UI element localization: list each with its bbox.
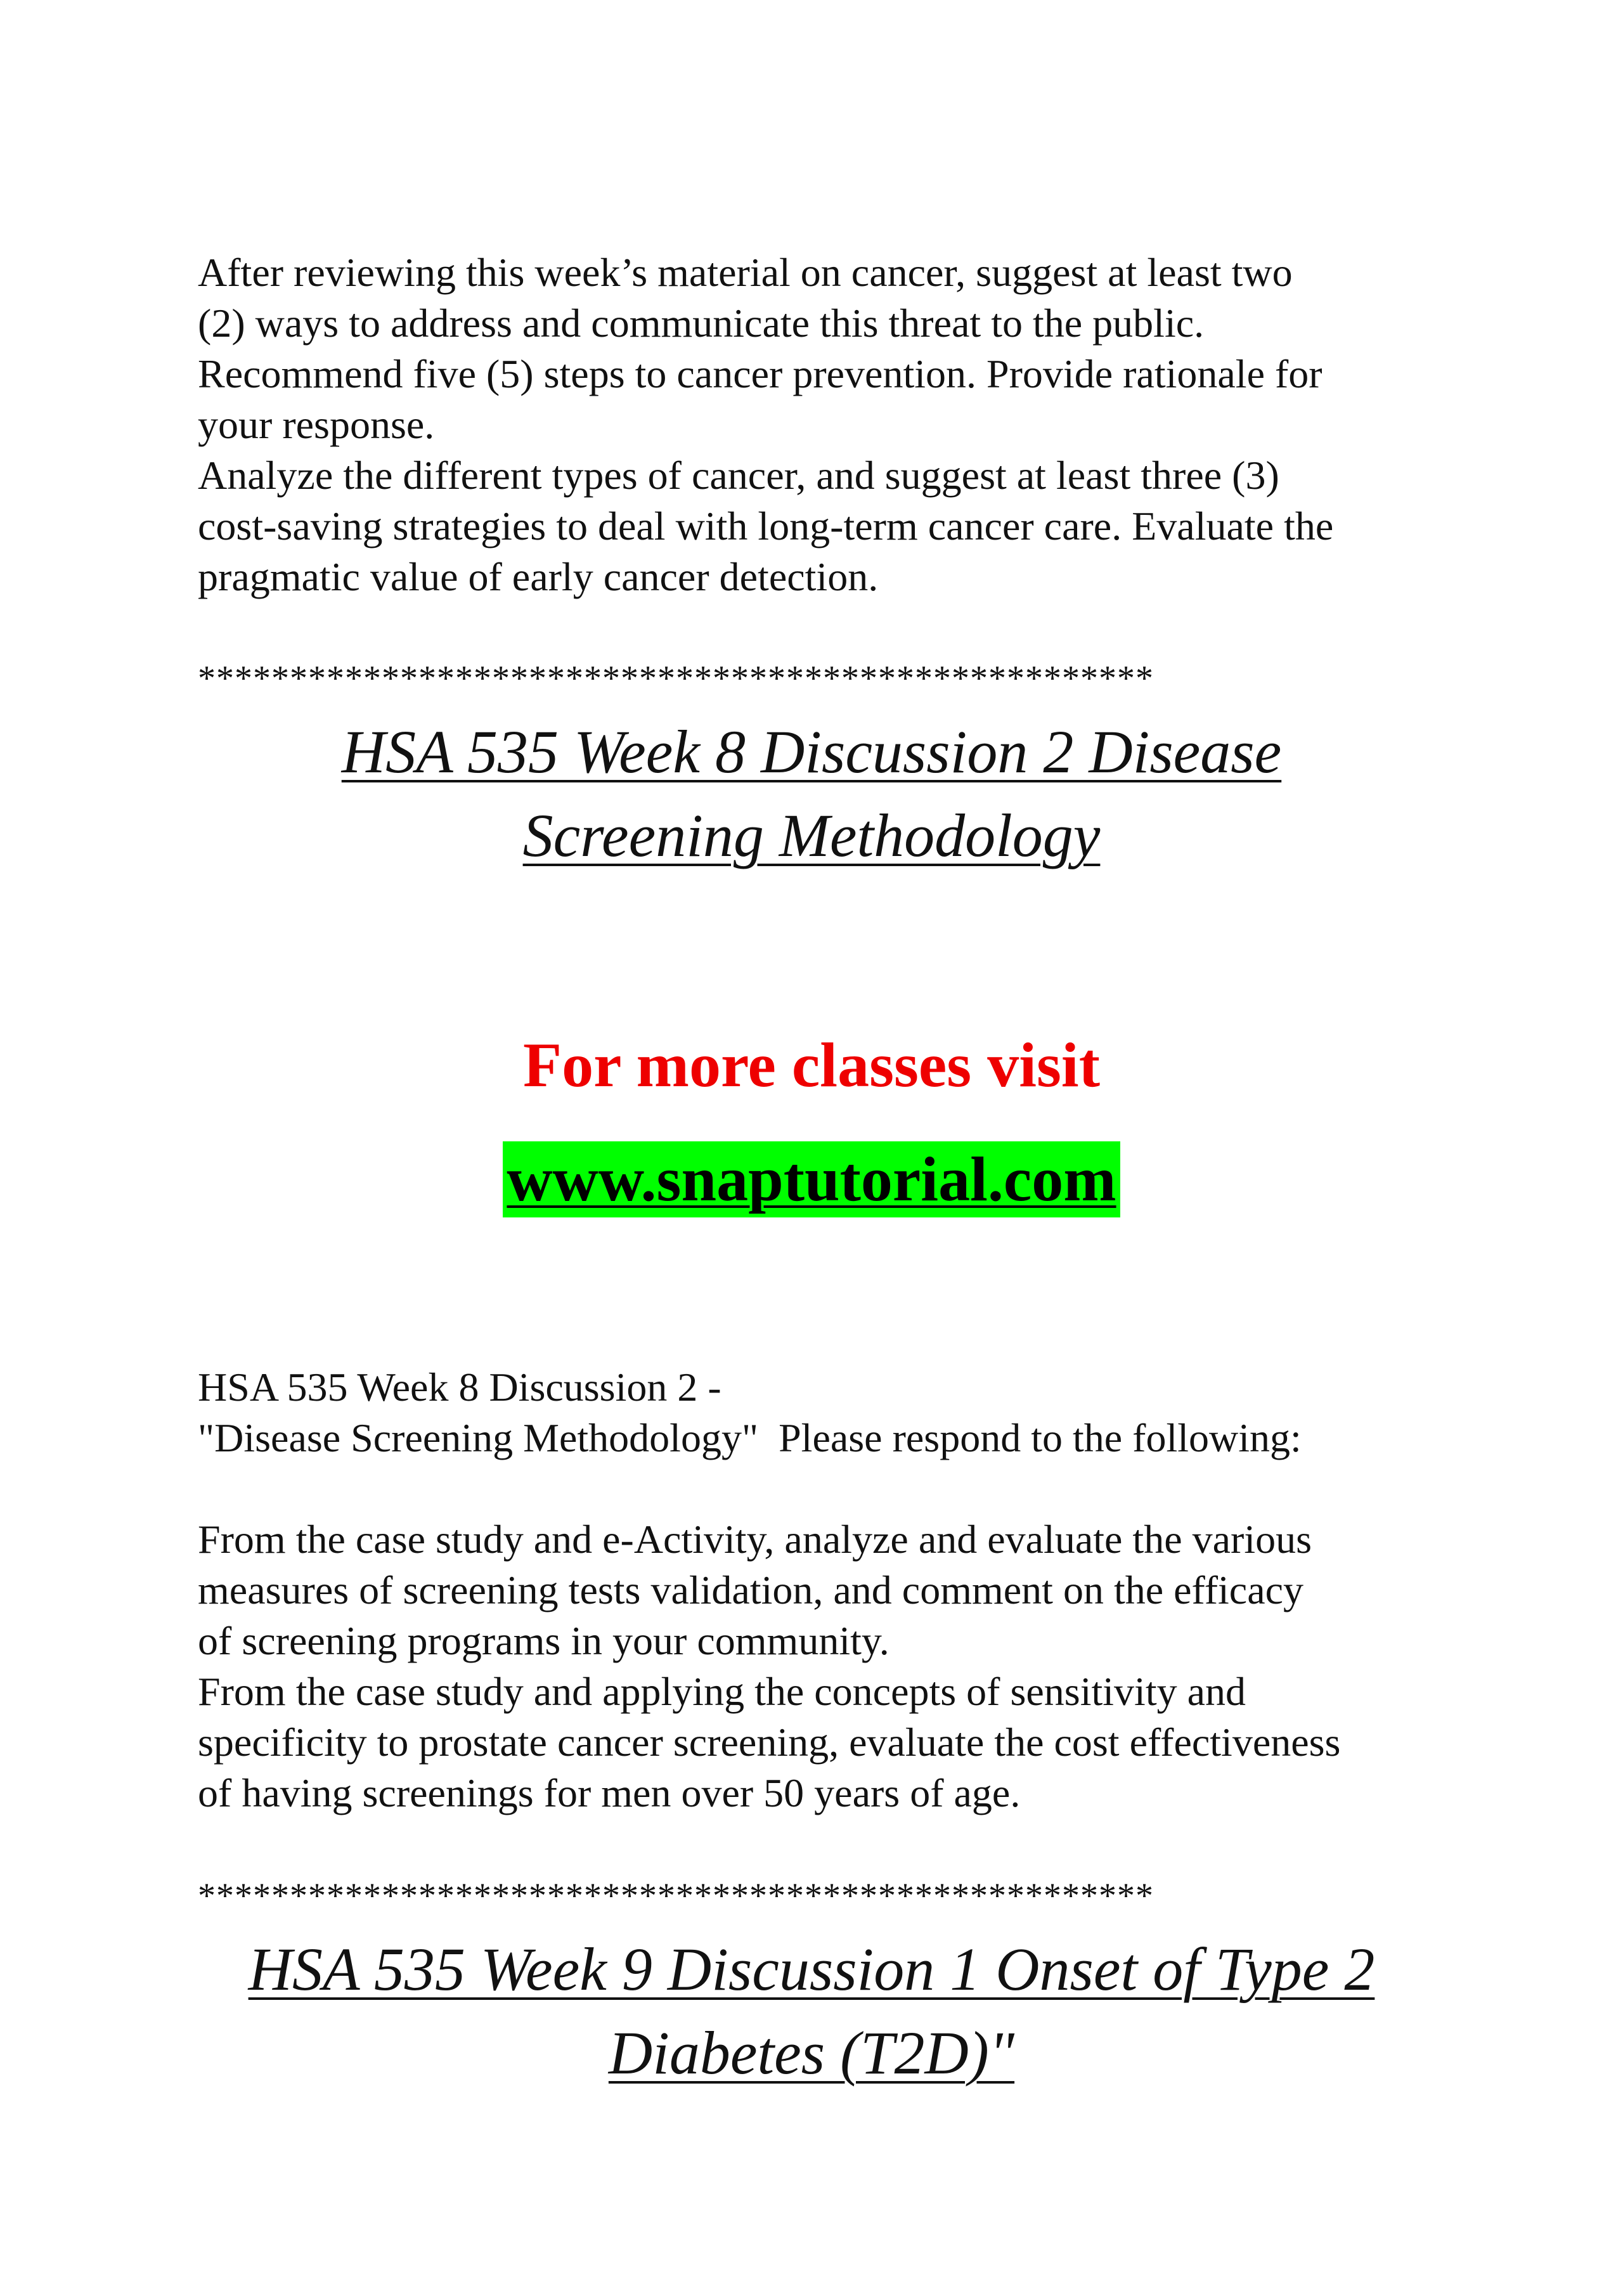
text-line: of having screenings for men over 50 years of age. — [198, 1770, 1021, 1815]
text-line: (2) ways to address and communicate this threat to the public. — [198, 301, 1205, 346]
section-heading-week9-discussion1 — [0, 1928, 1623, 2095]
text-line: From the case study and e-Activity, analyze and evaluate the various — [198, 1517, 1312, 1562]
heading-line: Screening Methodology — [522, 801, 1101, 869]
promo-link[interactable]: www.snaptutorial.com — [503, 1141, 1120, 1217]
text-line: pragmatic value of early cancer detection. — [198, 554, 879, 599]
promo-link-container — [0, 1141, 1623, 1217]
discussion-prompt-screening — [198, 1514, 1466, 1819]
section-heading-week8-discussion2 — [0, 710, 1623, 878]
text-line: specificity to prostate cancer screening, evaluate the cost effectiveness — [198, 1720, 1341, 1765]
text-line: Recommend five (5) steps to cancer prevention. Provide rationale for — [198, 351, 1322, 396]
text-line: From the case study and applying the concepts of sensitivity and — [198, 1669, 1246, 1714]
asterisk-separator: **************************************************** — [198, 659, 1154, 698]
discussion-prompt-cancer — [198, 247, 1466, 602]
heading-line: HSA 535 Week 9 Discussion 1 Onset of Type 2 — [248, 1935, 1375, 2003]
heading-line: HSA 535 Week 8 Discussion 2 Disease — [341, 718, 1282, 786]
text-line: HSA 535 Week 8 Discussion 2 - — [198, 1365, 721, 1410]
text-line: measures of screening tests validation, and comment on the efficacy — [198, 1567, 1303, 1612]
text-line: Analyze the different types of cancer, and suggest at least three (3) — [198, 453, 1279, 498]
promo-text: For more classes visit — [522, 1030, 1100, 1100]
text-line: "Disease Screening Methodology" Please respond to the following: — [198, 1415, 1302, 1460]
text-line: cost-saving strategies to deal with long-term cancer care. Evaluate the — [198, 503, 1334, 548]
text-line: After reviewing this week’s material on cancer, suggest at least two — [198, 250, 1293, 295]
text-line: of screening programs in your community. — [198, 1618, 889, 1663]
asterisk-separator: **************************************************** — [198, 1876, 1154, 1916]
discussion-prompt-intro — [198, 1362, 1466, 1463]
heading-line: Diabetes (T2D)" — [608, 2019, 1015, 2087]
text-line: your response. — [198, 402, 435, 447]
